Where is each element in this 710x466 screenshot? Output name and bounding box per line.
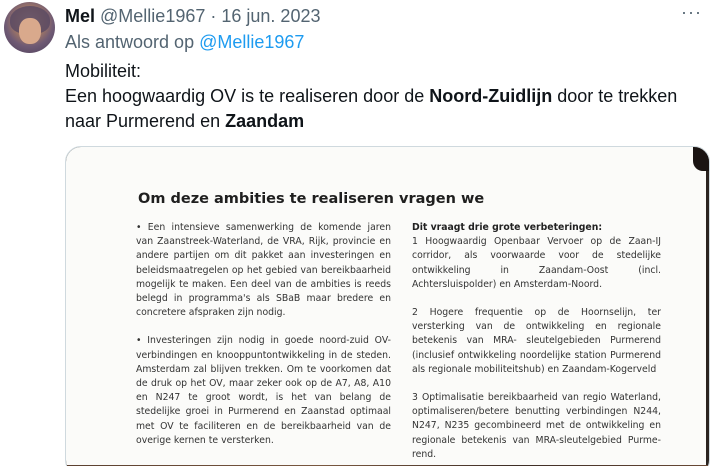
reply-context <box>65 31 304 53</box>
reply-prefix: Als antwoord op <box>65 32 195 52</box>
tweet-text-fragment: Een hoogwaardig OV is te realiseren door de <box>65 86 430 106</box>
avatar-face <box>19 18 41 44</box>
document-paragraph: • Een intensieve samenwerking de komende jaren van Zaanstreek-Waterland, de VRA, Rijk, provincie en andere partijen om dit pakket aan investeringen en beleidsmaatregelen op het gebied van bereikbaarheid mogelijk te maken. Een deel van de ambities is reeds belegd in programma's als SBaB maar bredere en concretere afspraken zijn nodig. <box>136 222 391 319</box>
tweet-date[interactable]: 16 jun. 2023 <box>221 6 321 26</box>
document-right-column <box>412 221 661 466</box>
more-options-icon[interactable]: ··· <box>681 2 702 22</box>
tweet-text <box>65 59 710 134</box>
tweet-text-fragment: naar Purmerend en <box>65 111 226 131</box>
tweet-media-image[interactable] <box>65 146 710 466</box>
document-subheading: Dit vraagt drie grote verbeteringen: <box>412 222 603 233</box>
reply-mention-link[interactable]: @Mellie1967 <box>199 32 305 52</box>
document-paragraph: • Investeringen zijn nodig in goede noord-zuid OV-verbindingen en knooppuntontwikkeling in de steden. Amsterdam zal blijven trekken. Om te voorkomen dat de druk op het OV, maar zeker ook op de A7, A8, A10 en N247 te groot wordt, is het van belang de stedelijke groei in Purmerend en Zaanstad optimaal met OV te faciliteren en de bereikbaarheid van de overige kernen te versterken. <box>136 335 391 446</box>
tweet-header <box>65 5 320 27</box>
document-paragraph: 1 Hoogwaardig Openbaar Vervoer op de Zaan-IJ corridor, als voorwaarde voor de stedelijke ontwikkeling in Zaandam-Oost (incl. Achtersluispolder) en Amsterdam-Noord. <box>412 236 661 290</box>
avatar[interactable] <box>4 2 55 53</box>
document-left-column <box>136 221 391 462</box>
tweet-text-bold: Noord-Zuidlijn <box>429 86 553 106</box>
document-title: Om deze ambities te realiseren vragen we <box>138 191 485 207</box>
photo-background-corner <box>693 147 709 171</box>
separator-dot: · <box>210 6 217 26</box>
document-photo <box>66 147 706 465</box>
document-paragraph: 2 Hogere frequentie op de Hoornselijn, ter versterking van de ontwikkeling en regionale betekenis van MRA- sleutelgebieden Purmerend (inclusief ontwikkeling noordelijke station Purmerend als regionale mobiliteitshub) en Zaandam-Kogerveld <box>412 307 661 375</box>
tweet-text-line <box>65 84 710 109</box>
tweet-text-bold: Zaandam <box>225 111 305 131</box>
author-name[interactable]: Mel <box>65 6 96 26</box>
tweet-text-line <box>65 109 710 134</box>
tweet-text-fragment: door te trekken <box>552 86 678 106</box>
tweet-text-line: Mobiliteit: <box>65 61 142 81</box>
author-handle[interactable]: @Mellie1967 <box>100 6 206 26</box>
document-paragraph: 3 Optimalisatie bereikbaarheid van regio Waterland, optimaliseren/betere benutting verbindingen N244, N247, N235 gecombineerd met de ontwikkeling en regionale betekenis van MRA-sleutelgebied Purme-rend. <box>412 392 661 460</box>
